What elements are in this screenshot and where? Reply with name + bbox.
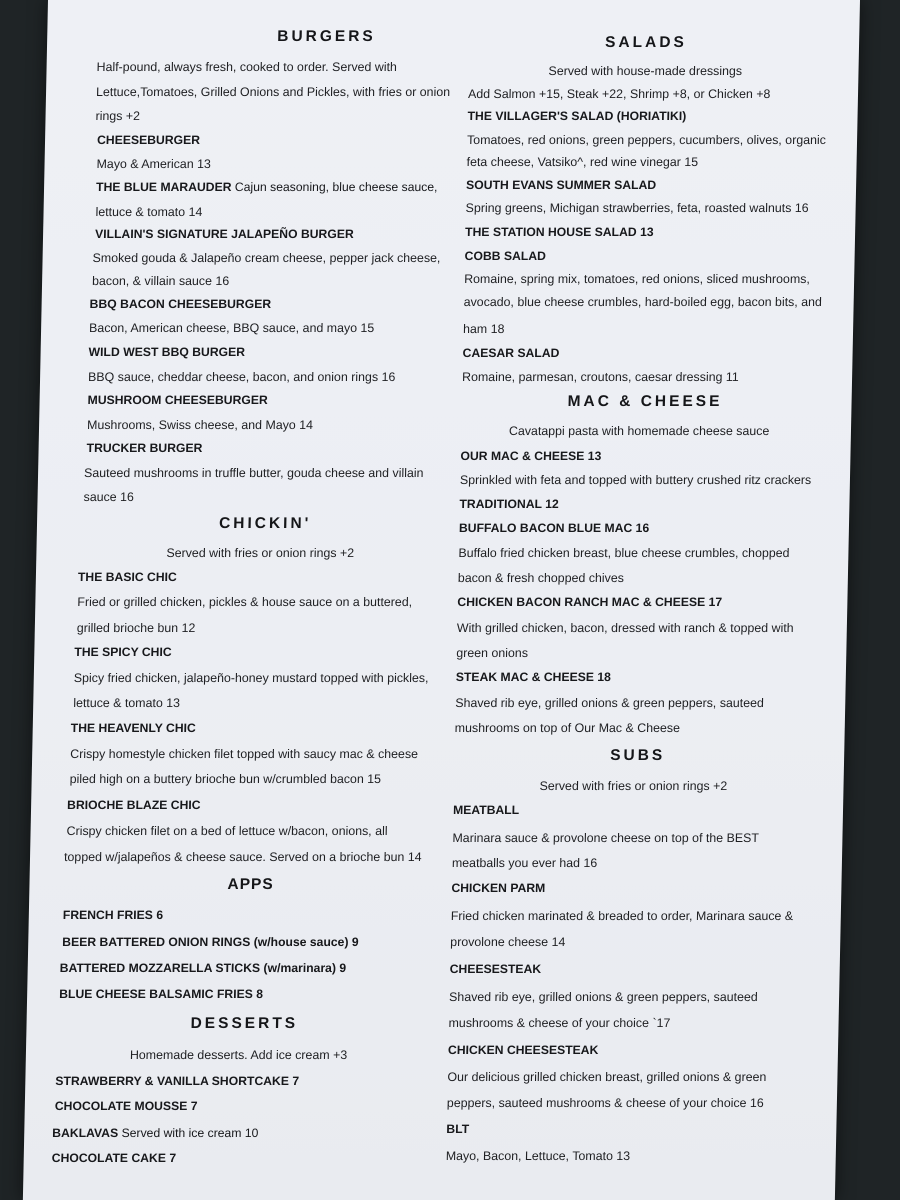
item-description: Our delicious grilled chicken breast, grilled onions & green	[447, 1070, 767, 1084]
item-description: Fried or grilled chicken, pickles & house sauce on a buttered,	[77, 595, 413, 609]
item-description: Crispy homestyle chicken filet topped with saucy mac & cheese	[70, 747, 419, 761]
item-description: Romaine, spring mix, tomatoes, red onions, sliced mushrooms,	[464, 272, 811, 286]
menu-item-meatball: MEATBALL	[452, 803, 520, 817]
item-description: provolone cheese 14	[450, 935, 566, 949]
item-description: Shaved rib eye, grilled onions & green peppers, sauteed	[448, 990, 758, 1004]
item-description: Mayo, Bacon, Lettuce, Tomato 13	[445, 1149, 631, 1163]
item-description: Crispy chicken filet on a bed of lettuce w/bacon, onions, all	[66, 824, 388, 838]
item-description: With grilled chicken, bacon, dressed with ranch & topped with	[456, 621, 794, 635]
menu-item-baklavas: BAKLAVAS Served with ice cream 10	[52, 1126, 259, 1140]
item-description: bacon & fresh chopped chives	[457, 571, 625, 585]
burgers-intro-line: Lettuce,Tomatoes, Grilled Onions and Pickles, with fries or onion	[95, 85, 451, 99]
mac-intro: Cavatappi pasta with homemade cheese sauce	[508, 424, 770, 438]
item-description: BBQ sauce, cheddar cheese, bacon, and onion rings 16	[87, 370, 396, 384]
menu-item-mozzarella-sticks: BATTERED MOZZARELLA STICKS (w/marinara) 9	[59, 961, 347, 975]
item-description: Bacon, American cheese, BBQ sauce, and mayo 15	[88, 321, 375, 335]
desserts-heading: DESSERTS	[190, 1015, 299, 1032]
item-description: peppers, sauteed mushrooms & cheese of your choice 16	[446, 1096, 764, 1110]
item-description: Tomatoes, red onions, green peppers, cucumbers, olives, organic	[466, 133, 827, 147]
menu-item-wild-west: WILD WEST BBQ BURGER	[88, 345, 246, 359]
menu-item-traditional: TRADITIONAL 12	[459, 497, 559, 511]
item-description: Buffalo fried chicken breast, blue cheese crumbles, chopped	[458, 546, 790, 560]
menu-item-chicken-parm: CHICKEN PARM	[451, 881, 546, 895]
menu-item-bbq-bacon: BBQ BACON CHEESEBURGER	[89, 297, 272, 311]
menu-item-cheesesteak: CHEESESTEAK	[449, 962, 542, 976]
menu-item-mushroom: MUSHROOM CHEESEBURGER	[87, 393, 268, 407]
menu-item-blue-marauder: THE BLUE MARAUDER Cajun seasoning, blue cheese sauce,	[95, 180, 438, 194]
burgers-intro-line: Half-pound, always fresh, cooked to order. Served with	[96, 60, 398, 74]
menu-item-our-mac: OUR MAC & CHEESE 13	[460, 449, 602, 463]
menu-item-steak-mac: STEAK MAC & CHEESE 18	[455, 670, 612, 684]
menu-item-spicy-chic: THE SPICY CHIC	[74, 645, 172, 659]
salads-addons: Add Salmon +15, Steak +22, Shrimp +8, or Chicken +8	[467, 87, 771, 101]
menu-item-villagers-salad: THE VILLAGER'S SALAD (HORIATIKI)	[467, 109, 687, 123]
item-description: mushrooms & cheese of your choice `17	[448, 1016, 671, 1030]
item-description: piled high on a buttery brioche bun w/crumbled bacon 15	[69, 772, 382, 786]
menu-item-heavenly-chic: THE HEAVENLY CHIC	[70, 721, 196, 735]
item-description: Spring greens, Michigan strawberries, feta, roasted walnuts 16	[465, 201, 809, 215]
menu-item-shortcake: STRAWBERRY & VANILLA SHORTCAKE 7	[55, 1074, 300, 1088]
item-description: Fried chicken marinated & breaded to order, Marinara sauce &	[450, 909, 794, 923]
menu-item-brioche-blaze: BRIOCHE BLAZE CHIC	[66, 798, 201, 812]
mac-heading: MAC & CHEESE	[567, 393, 723, 410]
right-column	[433, 0, 848, 1200]
subs-intro: Served with fries or onion rings +2	[539, 779, 728, 793]
item-description: feta cheese, Vatsiko^, red wine vinegar 15	[466, 155, 699, 169]
item-description: Romaine, parmesan, croutons, caesar dressing 11	[461, 370, 739, 384]
menu-item-buffalo-mac: BUFFALO BACON BLUE MAC 16	[458, 521, 650, 535]
menu-item-french-fries: FRENCH FRIES 6	[62, 908, 164, 922]
salads-intro: Served with house-made dressings	[548, 64, 743, 78]
item-description: avocado, blue cheese crumbles, hard-boiled egg, bacon bits, and	[463, 295, 823, 309]
item-description: Mayo & American 13	[96, 157, 212, 171]
item-description: lettuce & tomato 13	[73, 696, 181, 710]
item-description: Sprinkled with feta and topped with buttery crushed ritz crackers	[459, 473, 812, 487]
item-description: bacon, & villain sauce 16	[91, 274, 230, 288]
item-description: Spicy fried chicken, jalapeño-honey mustard topped with pickles,	[73, 671, 429, 685]
item-description: sauce 16	[83, 490, 135, 504]
menu-sheet	[23, 0, 860, 1200]
item-description: Mushrooms, Swiss cheese, and Mayo 14	[86, 418, 314, 432]
menu-item-blt: BLT	[446, 1122, 470, 1136]
menu-item-onion-rings: BEER BATTERED ONION RINGS (w/house sauce) 9	[62, 935, 359, 949]
burgers-intro-line: rings +2	[95, 109, 141, 123]
item-description: meatballs you ever had 16	[451, 856, 598, 870]
item-description: Marinara sauce & provolone cheese on top of the BEST	[452, 831, 760, 845]
menu-item-cheeseburger: CHEESEBURGER	[96, 133, 201, 147]
menu-item-station-house: THE STATION HOUSE SALAD 13	[464, 225, 654, 239]
menu-item-balsamic-fries: BLUE CHEESE BALSAMIC FRIES 8	[59, 987, 264, 1001]
item-description: ham 18	[462, 322, 505, 336]
menu-item-chicken-cheesesteak: CHICKEN CHEESESTEAK	[447, 1043, 599, 1057]
burgers-heading: BURGERS	[277, 28, 376, 45]
item-description: Sauteed mushrooms in truffle butter, gouda cheese and villain	[83, 466, 424, 480]
menu-item-caesar: CAESAR SALAD	[462, 346, 560, 360]
menu-item-trucker: TRUCKER BURGER	[86, 441, 203, 455]
apps-heading: APPS	[227, 876, 274, 893]
item-description: lettuce & tomato 14	[95, 205, 203, 219]
menu-item-chocolate-cake: CHOCOLATE CAKE 7	[51, 1151, 177, 1165]
left-column	[45, 0, 470, 1200]
item-description: mushrooms on top of Our Mac & Cheese	[454, 721, 681, 735]
item-description: green onions	[456, 646, 529, 660]
chickin-intro: Served with fries or onion rings +2	[166, 546, 355, 560]
item-description: grilled brioche bun 12	[76, 621, 196, 635]
desserts-intro: Homemade desserts. Add ice cream +3	[129, 1048, 348, 1062]
subs-heading: SUBS	[609, 747, 666, 764]
menu-item-villain-burger: VILLAIN'S SIGNATURE JALAPEÑO BURGER	[94, 227, 354, 241]
menu-item-chicken-ranch-mac: CHICKEN BACON RANCH MAC & CHEESE 17	[457, 595, 723, 609]
salads-heading: SALADS	[604, 34, 688, 51]
item-description: topped w/jalapeños & cheese sauce. Served on a brioche bun 14	[63, 850, 422, 864]
menu-item-mousse: CHOCOLATE MOUSSE 7	[54, 1099, 198, 1113]
menu-item-cobb: COBB SALAD	[464, 249, 547, 263]
menu-item-basic-chic: THE BASIC CHIC	[77, 570, 177, 584]
item-description: Smoked gouda & Jalapeño cream cheese, pepper jack cheese,	[92, 251, 441, 265]
menu-item-summer-salad: SOUTH EVANS SUMMER SALAD	[465, 178, 657, 192]
chickin-heading: CHICKIN'	[218, 515, 312, 532]
item-description: Shaved rib eye, grilled onions & green peppers, sauteed	[455, 696, 765, 710]
